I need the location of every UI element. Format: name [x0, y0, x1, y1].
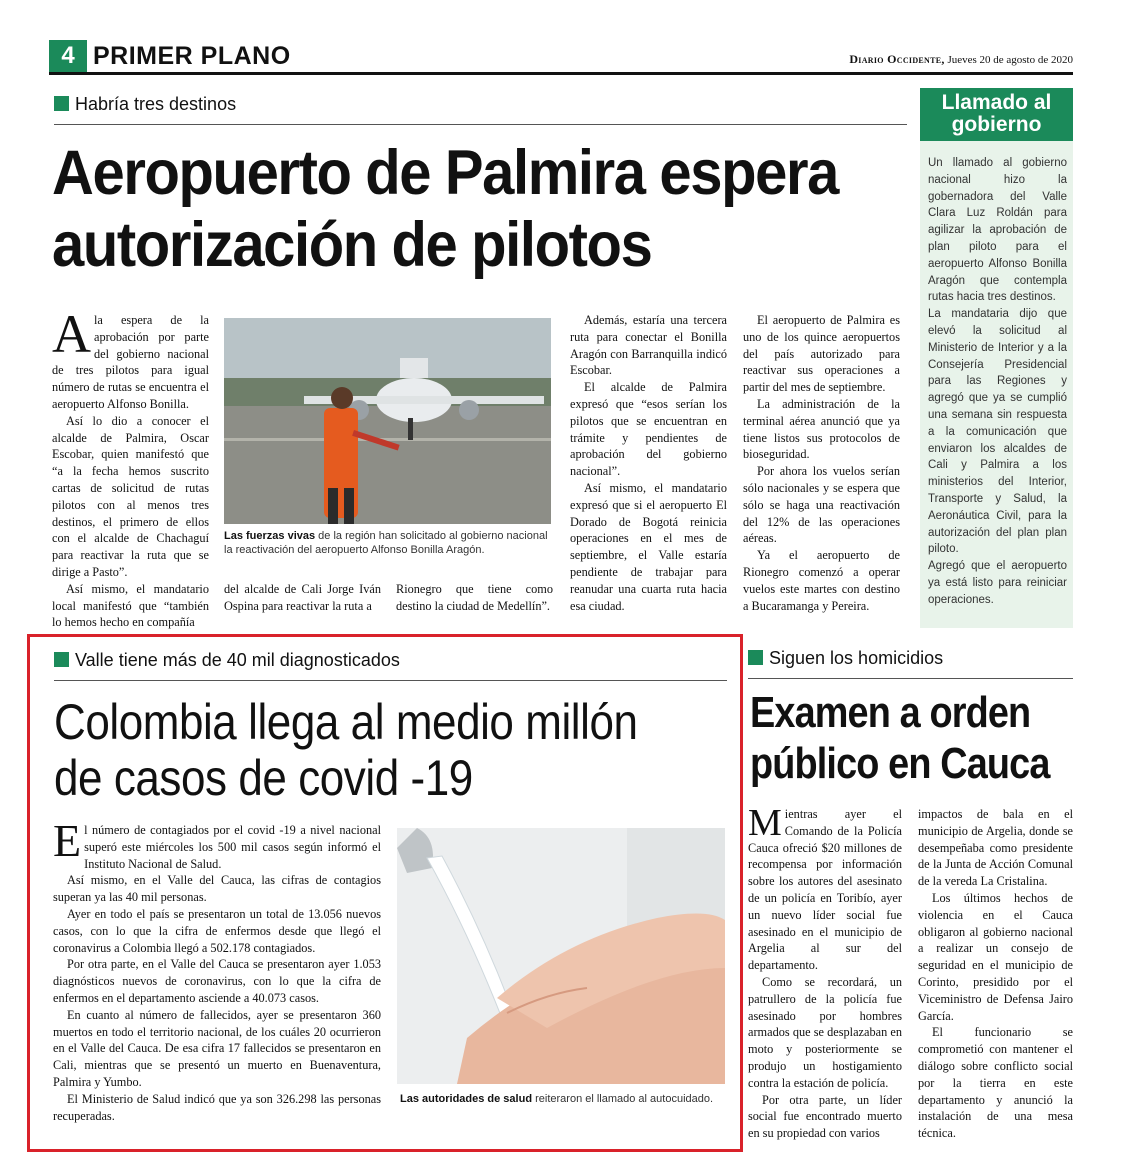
paragraph: La mandataria dijo que elevó la solicitud al Ministerio de Interior y a la Consejería Presidencial para las Regiones y agregó que ya se cumplió una semana sin respuesta a la comunicación que enviaron los alcaldes de Cali y Palmira a los ministerios del Interior, Transporte y Salud, la Aeronáutica Civil, para la autorización del plan plan piloto. — [928, 308, 1067, 556]
paragraph: El funcionario se comprometió con mantener el diálogo sobre conflicto social por la tierra en este departamento y anunció la instalación de una mesa técnica. — [918, 1025, 1073, 1141]
caption-text: de la región han solicitado al gobierno nacional la reactivación del aeropuerto Alfonso Bonilla Aragón. — [224, 530, 548, 556]
paragraph: ientras ayer el Comando de la Policía Cauca ofreció $20 millones de recompensa por información sobre los autores del asesinato de un policía en Toribío, ayer un nuevo líder social fue asesinado en el municipio de Argelia al sur del departamento. — [748, 807, 902, 973]
paragraph: Agregó que el aeropuerto ya está listo para reiniciar operaciones. — [928, 560, 1067, 606]
header-rule — [49, 72, 1073, 75]
sidebar-box — [920, 88, 1073, 628]
story3-column-1 — [748, 802, 902, 1141]
story3-kicker-text: Siguen los homicidios — [769, 648, 944, 668]
story2-headline: Colombia llega al medio millón de casos de covid -19 — [54, 694, 638, 806]
drop-cap: E — [53, 815, 82, 866]
page-number: 4 — [49, 40, 87, 72]
story1-column-4 — [570, 312, 727, 614]
publication-name: Diario Occidente, — [849, 52, 945, 66]
publication-date: Jueves 20 de agosto de 2020 — [947, 54, 1073, 66]
paragraph: Por otra parte, un líder social fue encontrado muerto en su propiedad con varios — [748, 1092, 902, 1141]
sidebar-title: Llamado al gobierno — [920, 88, 1073, 141]
paragraph: El aeropuerto de Palmira es uno de los quince aeropuertos del país autorizado para reactivar sus operaciones a partir del mes de septiembre. — [743, 313, 900, 395]
paragraph: del alcalde de Cali Jorge Iván Ospina para reactivar la ruta a — [224, 582, 381, 613]
kicker-square-icon — [54, 652, 69, 667]
kicker-square-icon — [748, 650, 763, 665]
paragraph: Así lo dio a conocer el alcalde de Palmira, Oscar Escobar, quien manifestó que “a la fecha hemos suscrito cartas de solicitud de rutas pilotos con al menos tres destinos, el primero de ellos con el alcalde de Chachaguí para reactivar la ruta que se dirige a Pasto”. — [52, 413, 209, 579]
story1-kicker-text: Habría tres destinos — [75, 94, 237, 114]
drop-cap: A — [52, 304, 91, 364]
paragraph: Ayer en todo el país se presentaron un total de 13.056 nuevos casos, con lo que la cifra de enfermos desde que llegó el coronavirus a Colombia llegó a 502.178 contagiados. — [53, 906, 381, 955]
paragraph: Así mismo, el mandatario local manifestó que “también lo hemos hecho en compañía — [52, 581, 209, 630]
paragraph: Además, estaría una tercera ruta para conectar el Bonilla Aragón con Barranquilla indicó Escobar. — [570, 313, 727, 378]
story1-column-3 — [396, 581, 553, 615]
divider — [54, 680, 727, 681]
paragraph: Por ahora los vuelos serían sólo nacionales y se espera que sólo se haga una reactivación del 12% de las operaciones aéreas. — [743, 464, 900, 546]
story3-kicker — [748, 648, 943, 669]
paragraph: El Ministerio de Salud indicó que ya son 326.298 las personas recuperadas. — [53, 1091, 381, 1123]
airport-photo — [224, 318, 551, 524]
paragraph: Ya el aeropuerto de Rionegro comenzó a operar vuelos este martes con destino a Bucaramanga y Pereira. — [743, 548, 900, 613]
paragraph: Los últimos hechos de violencia en el Cauca obligaron al gobierno nacional a realizar un consejo de seguridad en el municipio de Corinto, presidido por el Viceministro de Defensa Jairo García. — [918, 890, 1073, 1023]
story1-column-2 — [224, 581, 381, 615]
story2-kicker — [54, 650, 400, 671]
paragraph: la espera de la aprobación por parte del gobierno nacional de tres pilotos para igual número de rutas se encuentra el aeropuerto Alfonso Bonilla. — [52, 313, 209, 411]
story3-column-2 — [918, 806, 1073, 1142]
kicker-square-icon — [54, 96, 69, 111]
story2-body — [53, 815, 381, 1124]
paragraph: Así mismo, en el Valle del Cauca, las cifras de contagios superan ya las 40 mil personas. — [53, 873, 381, 905]
paragraph: La administración de la terminal aérea anunció que ya tiene listos sus protocolos de bioseguridad. — [743, 396, 900, 462]
paragraph: impactos de bala en el municipio de Argelia, donde se desempeñaba como presidente de la Junta de Acción Comunal de la vereda La Cristalina. — [918, 807, 1073, 889]
caption-lead: Las fuerzas vivas — [224, 530, 316, 542]
paragraph: l número de contagiados por el covid -19 a nivel nacional superó este miércoles los 500 mil casos según informó el Instituto Nacional de Salud. — [84, 823, 381, 871]
drop-cap: M — [748, 802, 782, 844]
divider — [748, 678, 1073, 679]
paragraph: En cuanto al número de fallecidos, ayer se presentaron 360 muertos en todo el territorio nacional, de los cuáles 20 ocurrieron en el Valle del Cauca. De esa cifra 17 fallecidos se presentaron en Cali, mientras que se presentó un muerto en Buenaventura, Palmira y Yumbo. — [53, 1007, 381, 1089]
story1-caption — [224, 529, 554, 557]
handwashing-photo — [397, 828, 725, 1084]
story1-kicker — [54, 94, 236, 115]
dateline — [849, 52, 1073, 67]
divider — [54, 124, 907, 125]
story1-column-1 — [52, 304, 209, 630]
paragraph: El alcalde de Palmira expresó que “esos serían los pilotos que se encuentran en trámite y pendientes de aprobación del gobierno nacional”. — [570, 380, 727, 479]
story2-caption — [400, 1092, 725, 1106]
paragraph: Así mismo, el mandatario expresó que si el aeropuerto El Dorado de Bogotá reinicia operaciones en el mes de septiembre, el Valle estaría pendiente de trabajar para reanudar una cuarta ruta hacia esa ciudad. — [570, 480, 727, 613]
paragraph: Como se recordará, un patrullero de la policía fue asesinado por hombres armados que se desplazaban en moto y posteriormente se produjo un hostigamiento contra la estación de policía. — [748, 974, 902, 1090]
paragraph: Rionegro que tiene como destino la ciudad de Medellín”. — [396, 582, 553, 613]
caption-lead: Las autoridades de salud — [400, 1093, 533, 1105]
story1-headline: Aeropuerto de Palmira espera autorización de pilotos — [52, 138, 838, 280]
sidebar-body — [920, 141, 1073, 609]
caption-text: reiteraron el llamado al autocuidado. — [532, 1093, 714, 1105]
story2-kicker-text: Valle tiene más de 40 mil diagnosticados — [75, 650, 400, 670]
paragraph: Por otra parte, en el Valle del Cauca se presentaron ayer 1.053 diagnósticos nuevos de coronavirus, con lo que la cifra de enfermos en el departamento asciende a 40.073 casos. — [53, 957, 381, 1005]
paragraph: Un llamado al gobierno nacional hizo la gobernadora del Valle Clara Luz Roldán para agilizar la aprobación de plan piloto para el aeropuerto Alfonso Bonilla Aragón que contempla rutas hacia tres destinos. — [928, 157, 1067, 304]
section-title: PRIMER PLANO — [93, 42, 291, 70]
story3-headline: Examen a orden público en Cauca — [750, 688, 1050, 788]
story1-column-5 — [743, 312, 900, 614]
